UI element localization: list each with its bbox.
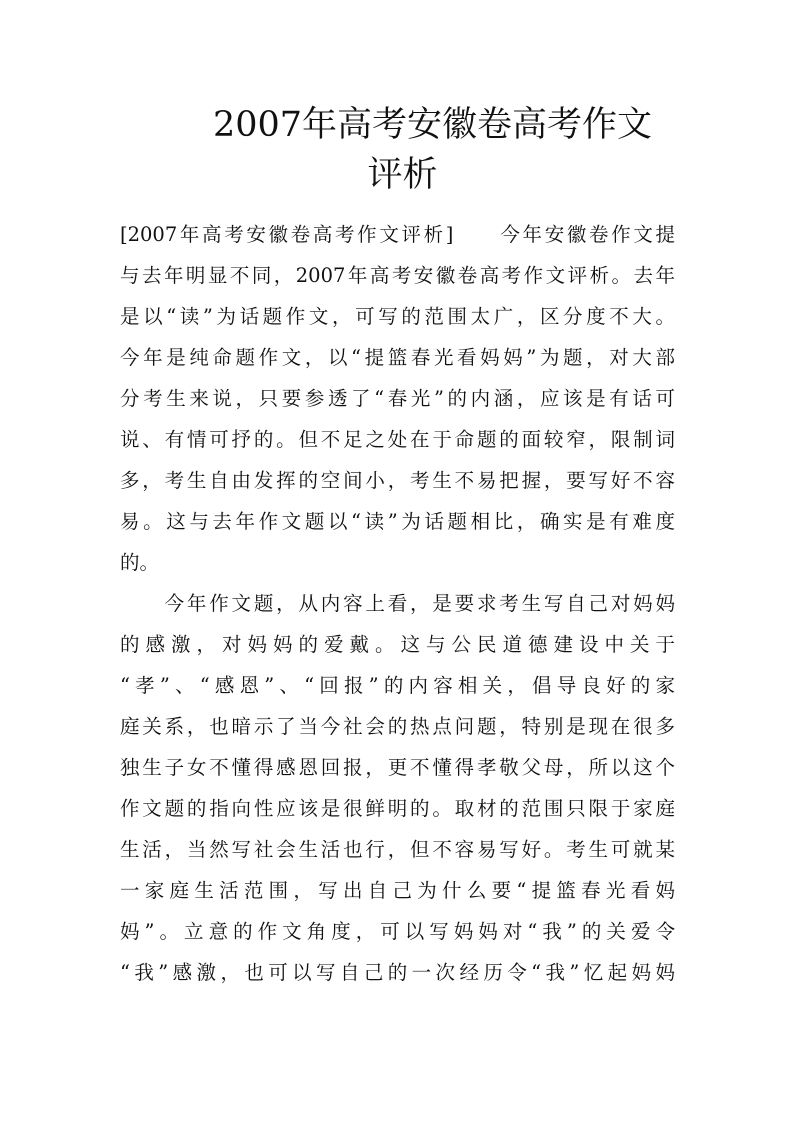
text-line: 分考生来说，只要参透了“春光”的内涵，应该是有话可 [120, 387, 675, 410]
document-body [120, 214, 675, 993]
text-line: “我”感激，也可以写自己的一次经历令“我”忆起妈妈 [120, 961, 675, 984]
text-line: 与去年明显不同，2007年高考安徽卷高考作文评析。去年 [120, 264, 675, 287]
paragraph-1 [120, 214, 675, 583]
text-line: 生活，当然写社会生活也行，但不容易写好。考生可就某 [120, 838, 675, 861]
title-line-1: 2007年高考安徽卷高考作文 [212, 105, 653, 145]
text-line: 一家庭生活范围，写出自己为什么要“提篮春光看妈 [120, 879, 675, 902]
text-line: 作文题的指向性应该是很鲜明的。取材的范围只限于家庭 [120, 797, 675, 820]
text-line: 庭关系，也暗示了当今社会的热点问题，特别是现在很多 [120, 715, 675, 738]
document-title [120, 100, 675, 200]
text-line: 的。 [120, 551, 160, 574]
text-line: [2007年高考安徽卷高考作文评析] 今年安徽卷作文提 [120, 223, 675, 246]
text-line: 说、有情可抒的。但不足之处在于命题的面较窄，限制词 [120, 428, 675, 451]
text-line: 独生子女不懂得感恩回报，更不懂得孝敬父母，所以这个 [120, 756, 675, 779]
text-line: 的感激，对妈妈的爱戴。这与公民道德建设中关于 [120, 633, 675, 656]
text-line: 今年作文题，从内容上看，是要求考生写自己对妈妈 [120, 592, 675, 615]
text-line: 是以“读”为话题作文，可写的范围太广，区分度不大。 [120, 305, 675, 328]
text-line: 易。这与去年作文题以“读”为话题相比，确实是有难度 [120, 510, 675, 533]
text-line: 今年是纯命题作文，以“提篮春光看妈妈”为题，对大部 [120, 346, 675, 369]
text-line: 妈”。立意的作文角度，可以写妈妈对“我”的关爱令 [120, 920, 675, 943]
title-line-2: 评析 [367, 155, 438, 195]
text-line: 多，考生自由发挥的空间小，考生不易把握，要写好不容 [120, 469, 675, 492]
text-line: “孝”、“感恩”、“回报”的内容相关，倡导良好的家 [120, 674, 675, 697]
paragraph-2 [120, 583, 675, 993]
